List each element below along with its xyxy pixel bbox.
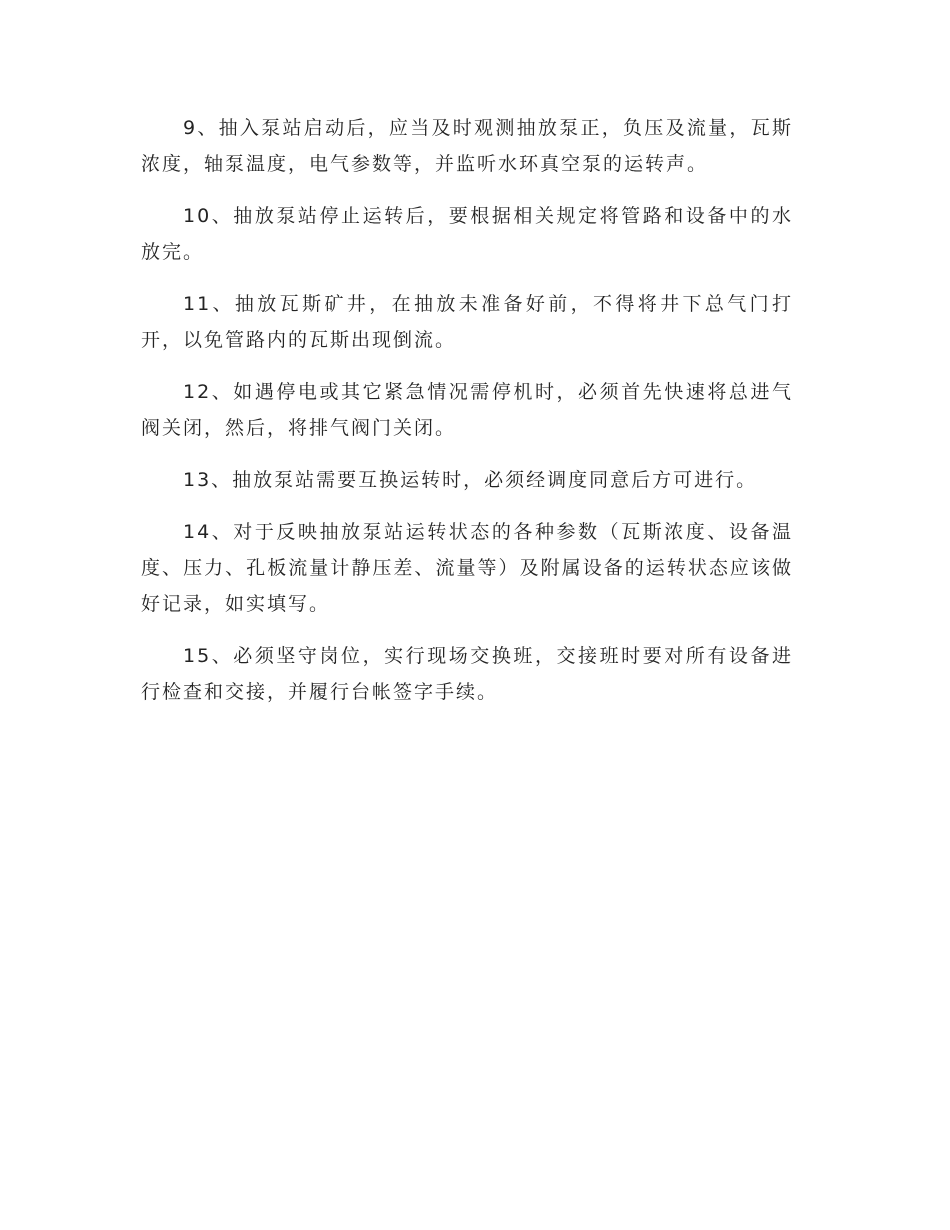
paragraph-item-15: 15、必须坚守岗位，实行现场交换班，交接班时要对所有设备进行检查和交接，并履行台帐签字手续。 xyxy=(141,645,793,703)
document-body xyxy=(141,110,793,726)
paragraph-item-12: 12、如遇停电或其它紧急情况需停机时，必须首先快速将总进气阀关闭，然后，将排气阀门关闭。 xyxy=(141,381,793,439)
paragraph-item-10: 10、抽放泵站停止运转后，要根据相关规定将管路和设备中的水放完。 xyxy=(141,205,793,263)
paragraph-item-9: 9、抽入泵站启动后，应当及时观测抽放泵正，负压及流量，瓦斯浓度，轴泵温度，电气参数等，并监听水环真空泵的运转声。 xyxy=(141,117,793,175)
paragraph-item-13: 13、抽放泵站需要互换运转时，必须经调度同意后方可进行。 xyxy=(183,469,758,491)
paragraph-item-11: 11、抽放瓦斯矿井，在抽放未准备好前，不得将井下总气门打开，以免管路内的瓦斯出现倒流。 xyxy=(141,293,793,351)
paragraph-item-14: 14、对于反映抽放泵站运转状态的各种参数（瓦斯浓度、设备温度、压力、孔板流量计静压差、流量等）及附属设备的运转状态应该做好记录，如实填写。 xyxy=(141,521,793,615)
